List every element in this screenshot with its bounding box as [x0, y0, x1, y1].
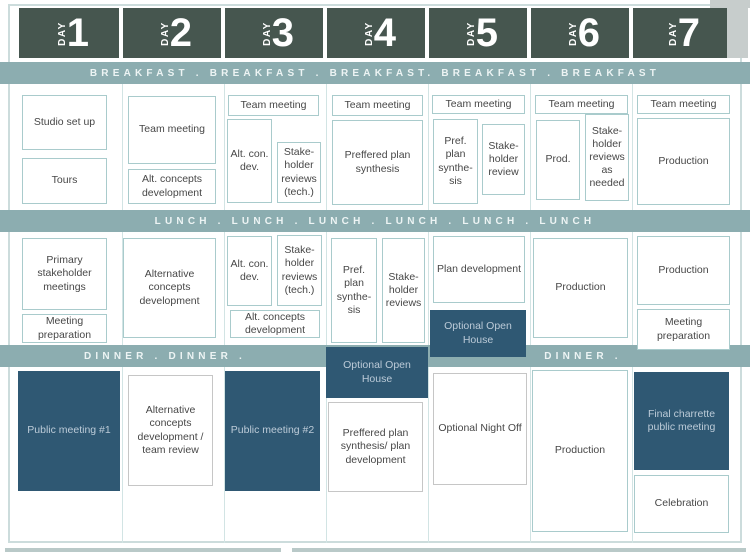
day3-alt-con-dev: Alt. con. dev.	[227, 119, 272, 203]
day1-primary-stakeholder-meetings: Primary stakeholder meetings	[22, 238, 107, 310]
dinner-band-label-left: DINNER . DINNER .	[84, 350, 246, 362]
breakfast-band-label: BREAKFAST . BREAKFAST . BREAKFAST. BREAKFAST . BREAKFAST	[89, 67, 661, 79]
day6-team-meeting: Team meeting	[535, 95, 628, 114]
day1-tours: Tours	[22, 158, 107, 204]
day7-production-afternoon: Production	[637, 236, 730, 305]
day5-plan-development: Plan development	[433, 236, 525, 303]
column-divider	[530, 62, 531, 543]
day-5-header	[429, 8, 527, 58]
day3-stakeholder-reviews-tech-afternoon: Stake-holder reviews (tech.)	[277, 235, 322, 306]
day-label: DAY	[261, 20, 273, 46]
day6-prod: Prod.	[536, 120, 580, 200]
day-number: 1	[66, 11, 88, 55]
day-3-header	[225, 8, 323, 58]
dinner-band-label-right: DINNER .	[544, 350, 622, 362]
day4-pref-plan-synthesis-afternoon: Pref. plan synthe-sis	[331, 238, 377, 343]
day3-team-meeting: Team meeting	[228, 95, 319, 116]
day-2-header	[123, 8, 221, 58]
bottom-rule-right	[292, 548, 746, 552]
day1-meeting-preparation: Meeting preparation	[22, 314, 107, 343]
day-number: 7	[677, 11, 699, 55]
day-6-header	[531, 8, 629, 58]
day3-alt-con-dev-afternoon: Alt. con. dev.	[227, 236, 272, 306]
day5-stakeholder-review: Stake-holder review	[482, 124, 525, 195]
day7-production-morning: Production	[637, 118, 730, 205]
day2-alt-concepts-development-team-review: Alternative concepts development / team review	[128, 375, 213, 486]
day1-studio-set-up: Studio set up	[22, 95, 107, 150]
day-label: DAY	[159, 20, 171, 46]
day4-team-meeting: Team meeting	[332, 95, 423, 116]
day-1-header	[19, 8, 119, 58]
day1-public-meeting-1: Public meeting #1	[18, 371, 120, 491]
bottom-rule-left	[5, 548, 281, 552]
day5-optional-night-off: Optional Night Off	[433, 373, 527, 485]
day4-stakeholder-reviews-afternoon: Stake-holder reviews	[382, 238, 425, 343]
lunch-band-label: LUNCH . LUNCH . LUNCH . LUNCH . LUNCH . LUNCH	[154, 215, 596, 227]
column-divider	[326, 62, 327, 543]
day-label: DAY	[56, 20, 68, 46]
day5-pref-plan-synthesis: Pref. plan synthe-sis	[433, 119, 478, 204]
day-label: DAY	[667, 20, 679, 46]
day-4-header	[327, 8, 425, 58]
day6-production-evening: Production	[532, 370, 628, 532]
day4-preffered-plan-synthesis-plan-development: Preffered plan synthesis/ plan development	[328, 402, 423, 492]
day3-public-meeting-2: Public meeting #2	[225, 371, 320, 491]
day6-production-afternoon: Production	[533, 238, 628, 338]
day2-alternative-concepts-development: Alternative concepts development	[123, 238, 216, 338]
day4-optional-open-house: Optional Open House	[326, 347, 428, 398]
day3-alt-concepts-development-afternoon: Alt. concepts development	[230, 310, 320, 338]
day-number: 6	[577, 11, 599, 55]
breakfast-band	[0, 62, 750, 84]
day2-alt-concepts-development: Alt. concepts development	[128, 169, 216, 204]
day3-stakeholder-reviews-tech: Stake-holder reviews (tech.)	[277, 142, 321, 203]
day-label: DAY	[363, 20, 375, 46]
corner-strip	[710, 0, 750, 8]
day7-final-charrette-public-meeting: Final charrette public meeting	[634, 372, 729, 470]
day-number: 5	[475, 11, 497, 55]
day5-optional-open-house: Optional Open House	[430, 310, 526, 357]
day-number: 2	[169, 11, 191, 55]
day7-celebration: Celebration	[634, 475, 729, 533]
day-7-header	[633, 8, 727, 58]
corner-strip	[727, 8, 748, 58]
day6-stakeholder-reviews-as-needed: Stake-holder reviews as needed	[585, 114, 629, 201]
day-label: DAY	[465, 20, 477, 46]
day7-team-meeting: Team meeting	[637, 95, 730, 114]
day4-preffered-plan-synthesis: Preffered plan synthesis	[332, 120, 423, 205]
day-label: DAY	[567, 20, 579, 46]
column-divider	[632, 62, 633, 543]
day-number: 4	[373, 11, 395, 55]
day5-team-meeting: Team meeting	[432, 95, 525, 114]
lunch-band	[0, 210, 750, 232]
day-number: 3	[271, 11, 293, 55]
day7-meeting-preparation: Meeting preparation	[637, 309, 730, 350]
column-divider	[428, 62, 429, 543]
day2-team-meeting: Team meeting	[128, 96, 216, 164]
